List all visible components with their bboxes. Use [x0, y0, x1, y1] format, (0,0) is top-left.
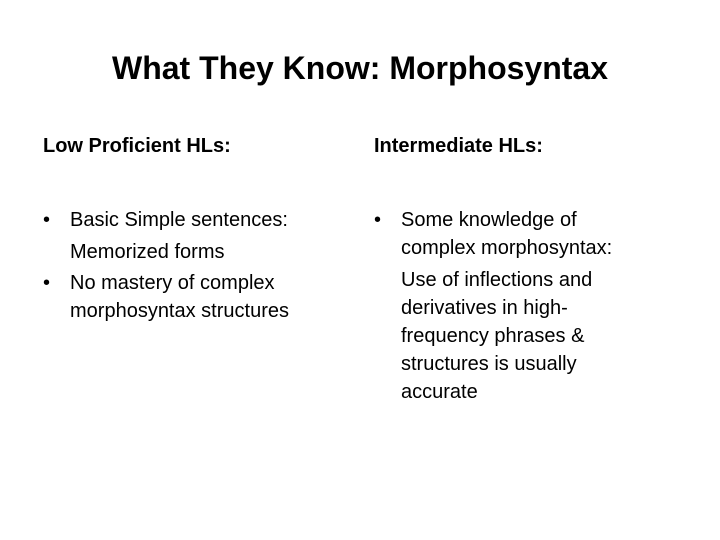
slide-title: What They Know: Morphosyntax — [112, 50, 608, 86]
sub-bullet-text: Use of inflections and derivatives in high-frequency phrases & structures is usually accurate — [401, 269, 593, 403]
right-column-heading: Intermediate HLs: — [374, 135, 543, 157]
bullet-item — [374, 206, 651, 262]
left-bullet-list — [43, 206, 343, 325]
bullet-marker: • — [43, 209, 51, 231]
left-column — [43, 132, 343, 325]
right-column — [374, 132, 674, 406]
bullet-marker: • — [374, 209, 382, 231]
left-column-heading: Low Proficient HLs: — [43, 135, 231, 157]
right-bullet-list — [374, 206, 674, 406]
bullet-text: Some knowledge of complex morphosyntax: — [401, 209, 613, 259]
bullet-item — [43, 269, 343, 325]
sub-bullet-text: Memorized forms — [70, 241, 225, 263]
bullet-marker: • — [43, 272, 51, 294]
bullet-text: No mastery of complex morphosyntax structures — [70, 272, 289, 322]
bullet-text: Basic Simple sentences: — [70, 209, 288, 231]
bullet-item — [43, 206, 343, 234]
